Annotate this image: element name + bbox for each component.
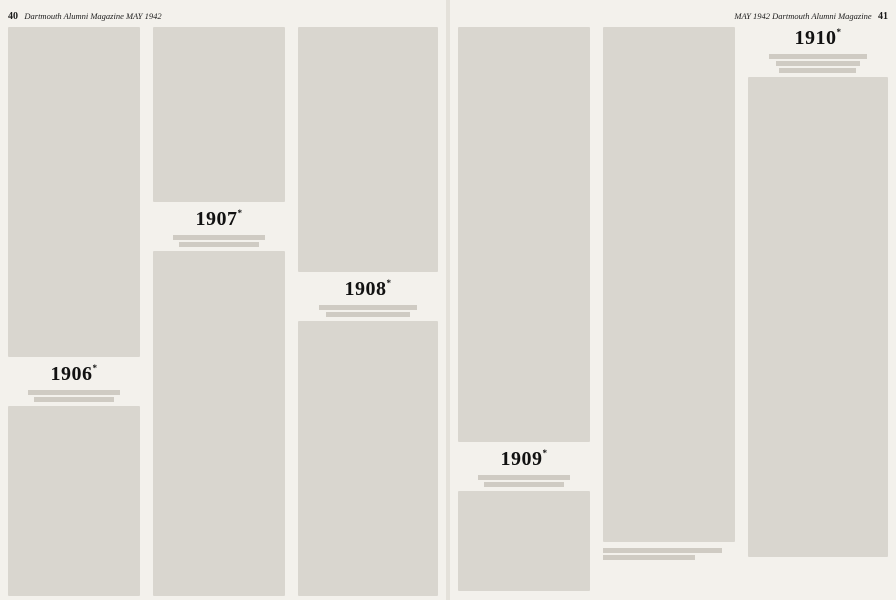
left-column-1 [8, 27, 140, 599]
text-block [298, 27, 438, 272]
left-head-title: Dartmouth Alumni Magazine MAY 1942 [24, 11, 162, 21]
text-block [603, 27, 735, 542]
right-column-3 [748, 27, 888, 560]
class-heading-1908: 1908* [344, 278, 392, 300]
text-block [8, 27, 140, 357]
text-block [458, 27, 590, 442]
class-heading-1906: 1906* [50, 363, 98, 385]
left-column-3 [298, 27, 438, 599]
right-column-1 [458, 27, 590, 594]
footnote-line [603, 548, 722, 553]
left-column-2 [153, 27, 285, 599]
right-head-title: MAY 1942 Dartmouth Alumni Magazine [734, 11, 872, 21]
right-page [450, 0, 896, 600]
left-page [0, 0, 446, 600]
footnote-line [603, 555, 695, 560]
text-block [153, 27, 285, 202]
left-page-number: 40 [8, 11, 18, 22]
class-heading-1910: 1910* [794, 27, 842, 49]
text-block [458, 491, 590, 591]
text-block [153, 251, 285, 596]
text-block [8, 406, 140, 596]
text-block [748, 77, 888, 557]
left-running-head [8, 11, 162, 22]
class-heading-1907: 1907* [195, 208, 243, 230]
text-block [298, 321, 438, 596]
right-running-head [734, 11, 888, 22]
right-page-number: 41 [878, 11, 888, 22]
class-heading-1909: 1909* [500, 448, 548, 470]
right-column-2 [603, 27, 735, 562]
